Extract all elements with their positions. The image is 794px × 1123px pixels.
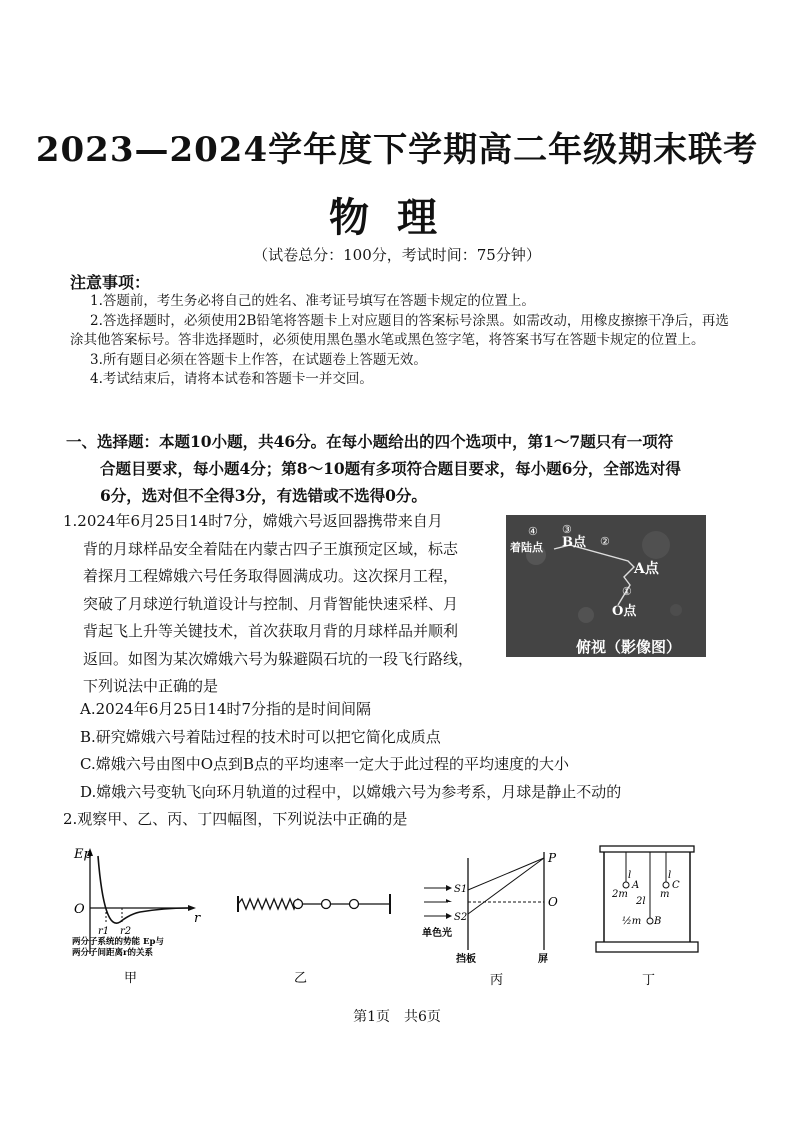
jia-label: r2 [120,926,132,937]
notice-item: 3.所有题目必须在答题卡上作答，在试题卷上答题无效。 [90,351,427,368]
photo-label: A点 [634,561,659,577]
bing-label: S1 [454,884,468,895]
photo-label: 着陆点 [510,541,543,554]
ding-label: A [632,880,640,891]
section-heading [66,428,732,509]
notice-list [70,292,730,390]
jia-label: r1 [98,926,110,937]
figure-bing [418,842,574,988]
bing-label: P [548,851,557,865]
ding-label: l [628,870,632,881]
ding-label: 2l [636,896,646,907]
figure-label: 丁 [642,973,656,988]
bing-label: O [548,895,558,909]
option-c: C.嫦娥六号由图中O点到B点的平均速率一定大于此过程的平均速度的大小 [80,755,570,773]
ding-label: 2m [612,889,628,900]
question-1-stem [63,508,493,701]
bing-label: 单色光 [422,928,452,939]
jia-label: r [194,911,201,926]
q1-line: 着探月工程嫦娥六号任务取得圆满成功。这次探月工程， [83,567,459,585]
figure-jia [68,842,208,988]
q1-line: 下列说法中正确的是 [83,677,219,695]
photo-label: B点 [562,535,586,550]
option-d: D.嫦娥六号变轨飞向环月轨道的过程中，以嫦娥六号为参考系，月球是静止不动的 [80,782,622,801]
photo-label: ③ [562,523,572,536]
ding-label: ½m [622,916,642,927]
q1-line: 1.2024年6月25日14时7分，嫦娥六号返回器携带来自月 [63,512,443,530]
jia-caption: 两分子间距离r的关系 [72,948,153,958]
notice-item: 4.考试结束后，请将本试卷和答题卡一并交回。 [90,371,373,387]
ding-label: l [668,870,672,881]
exam-title: 2023—2024学年度下学期高二年级期末联考 [35,130,759,170]
q1-line: 背的月球样品安全着陆在内蒙古四子王旗预定区域，标志 [83,539,459,558]
page-number: 第1页 共6页 [353,1009,441,1025]
ding-label: C [672,880,680,891]
question-2-stem: 2.观察甲、乙、丙、丁四幅图，下列说法中正确的是 [63,810,408,828]
notice-heading: 注意事项： [70,273,151,292]
moon-photo [506,515,706,657]
exam-meta: （试卷总分：100分，考试时间：75分钟） [253,246,541,264]
bing-label: S2 [454,912,468,923]
figure-yi [232,880,402,988]
option-a: A.2024年6月25日14时7分指的是时间间隔 [80,700,372,718]
photo-label: ④ [528,525,538,538]
photo-label: O点 [612,604,637,619]
q1-line: 返回。如图为某次嫦娥六号为躲避陨石坑的一段飞行路线， [83,649,474,668]
jia-label: O [74,902,85,917]
jia-label: Ep [74,847,92,862]
figure-label: 丙 [490,973,504,988]
photo-caption: 俯视（影像图） [576,638,682,656]
section-line: 一、选择题：本题10小题，共46分。在每小题给出的四个选项中，第1～7题只有一项符 [66,432,674,451]
notice-item: 2.答选择题时，必须使用2B铅笔将答题卡上对应题目的答案标号涂黑。如需改动，用橡皮擦擦干净后，再选涂其他答案标号。答非选择题时，必须使用黑色墨水笔或黑色签字笔，将答案书写在答题卡规定的位置上。 [70,312,729,348]
bing-label: 挡板 [456,954,476,965]
option-b: B.研究嫦娥六号着陆过程的技术时可以把它简化成质点 [80,727,441,746]
ding-label: m [660,889,670,900]
q1-line: 突破了月球逆行轨道设计与控制、月背智能快速采样、月 [83,594,459,613]
photo-label: ① [622,585,632,598]
ding-label: B [654,916,662,927]
figure-label: 甲 [124,971,138,986]
section-line: 合题目要求，每小题4分；第8～10题有多项符合题目要求，每小题6分，全部选对得 [100,459,681,478]
section-line: 6分，选对但不全得3分，有选错或不选得0分。 [100,486,427,505]
notice-item: 1.答题前，考生务必将自己的姓名、准考证号填写在答题卡规定的位置上。 [90,293,535,309]
q1-line: 背起飞上升等关键技术，首次获取月背的月球样品并顺利 [83,622,459,640]
photo-label: ② [600,535,610,548]
bing-label: 屏 [538,954,548,965]
question-1-options [80,696,740,806]
subject-title: 物理 [329,194,465,241]
figure-ding [592,842,712,988]
figure-label: 乙 [294,971,308,986]
jia-caption: 两分子系统的势能 Ep与 [72,937,164,947]
